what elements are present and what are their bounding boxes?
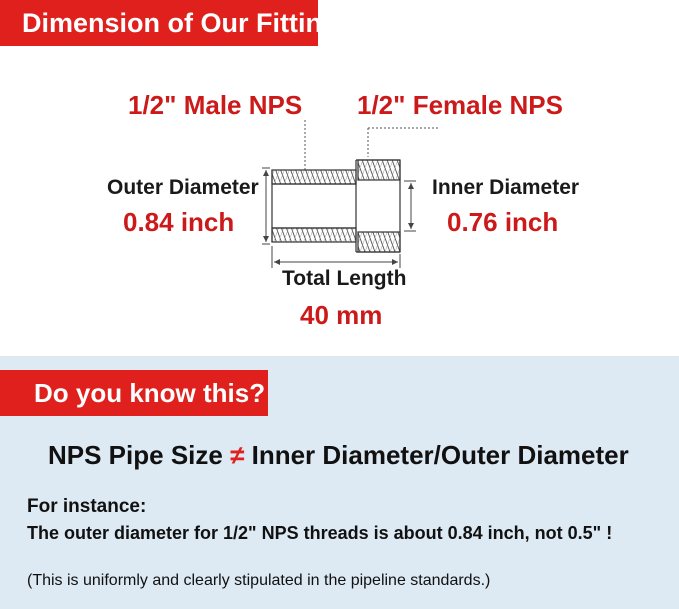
male-thread-bottom (272, 228, 356, 242)
outer-diameter-label: Outer Diameter (107, 176, 259, 199)
total-length-label: Total Length (282, 267, 407, 290)
info-headline (48, 440, 629, 471)
male-thread-top (272, 170, 356, 184)
dimension-banner-title: Dimension of Our Fitting (22, 7, 339, 38)
headline-right: Inner Diameter/Outer Diameter (251, 440, 629, 470)
total-length-value: 40 mm (300, 300, 383, 330)
inner-diameter-value: 0.76 inch (447, 207, 559, 237)
info-banner (0, 370, 268, 416)
not-equal-symbol: ≠ (230, 440, 245, 470)
outer-diameter-value: 0.84 inch (123, 207, 235, 237)
standards-note: (This is uniformly and clearly stipulated in the pipeline standards.) (27, 572, 491, 589)
instance-text: The outer diameter for 1/2" NPS threads is about 0.84 inch, not 0.5" ! (27, 523, 613, 543)
inner-diameter-label: Inner Diameter (432, 176, 580, 199)
male-nps-label-text: 1/2" Male NPS (128, 90, 303, 120)
info-banner-title: Do you know this? (34, 377, 266, 408)
female-thread-bottom (358, 232, 400, 252)
female-thread-top (358, 160, 400, 180)
female-nps-label-text: 1/2" Female NPS (357, 90, 563, 120)
headline-left: NPS Pipe Size (48, 440, 223, 470)
instance-label: For instance: (27, 496, 147, 517)
